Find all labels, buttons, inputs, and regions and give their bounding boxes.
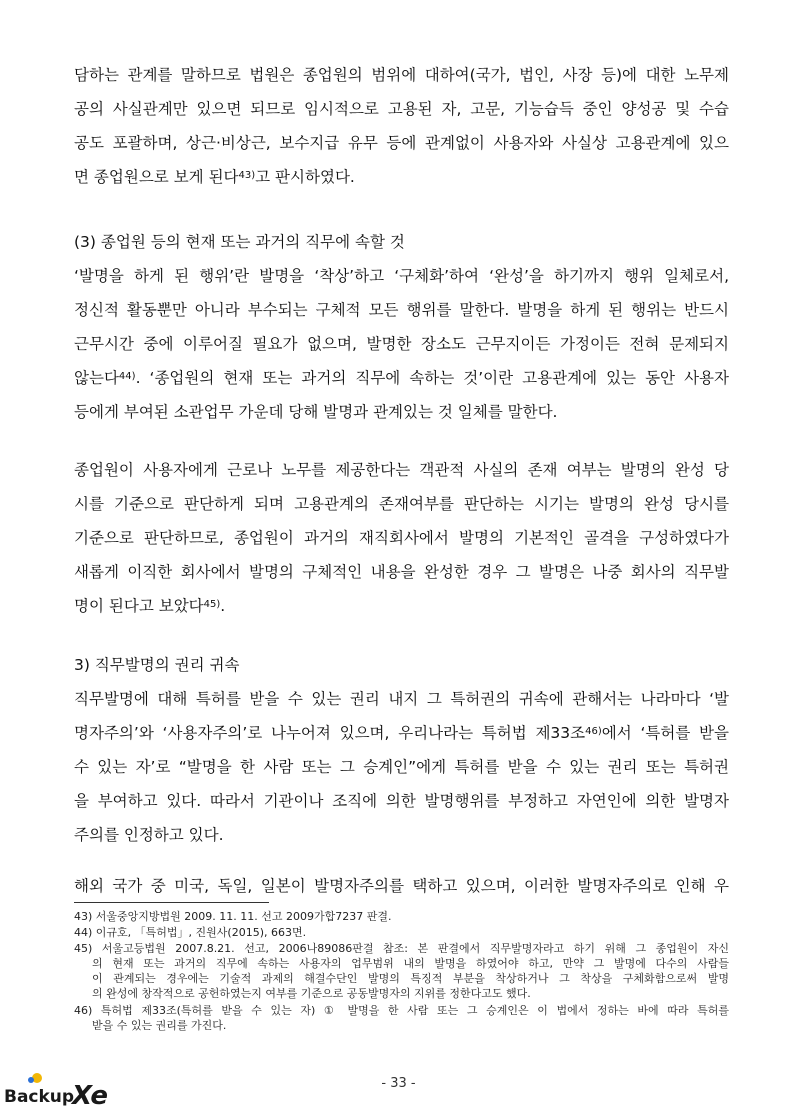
- body-text: 명자주의’와 ‘사용자주의’로 나누어져 있으며, 우리나라는 특허법 제33조: [74, 724, 586, 742]
- body-line: 기준으로 판단하므로, 종업원이 과거의 재직회사에서 발명의 기본적인 골격을 구성하였다가: [74, 529, 729, 547]
- body-line: 공의 사실관계만 있으면 되므로 임시적으로 고용된 자, 고문, 기능습득 중인 양성공 및 수습: [74, 100, 729, 118]
- body-text: 에서 ‘특허를 받을: [601, 724, 730, 742]
- footnote-45: 45) 서울고등법원 2007.8.21. 선고, 2006나89086판결 참조: 본 판결에서 직무발명자라고 하기 위해 그 종업원이 자신: [74, 942, 729, 955]
- footnote-ref: 44): [118, 371, 136, 382]
- body-line: 등에게 부여된 소관업무 가운데 당해 발명과 관계있는 것 일체를 말한다.: [74, 403, 558, 421]
- watermark-text-left: Backup: [4, 1087, 75, 1107]
- watermark-text-right: Xe: [72, 1081, 109, 1110]
- footnote-43: 43) 서울중앙지방법원 2009. 11. 11. 선고 2009가합7237 판결.: [74, 910, 392, 923]
- body-line: [74, 167, 729, 187]
- footnote-ref: 46): [585, 726, 602, 737]
- body-line: 종업원이 사용자에게 근로나 노무를 제공한다는 객관적 사실의 존재 여부는 발명의 완성 당: [74, 461, 729, 479]
- body-line: 정신적 활동뿐만 아니라 부수되는 구체적 모든 행위를 말한다. 발명을 하게 된 행위는 반드시: [74, 301, 729, 319]
- body-text: 않는다: [74, 369, 119, 387]
- body-text: 명이 된다고 보았다: [74, 597, 204, 615]
- footnote-45-cont: 이 관계되는 경우에는 기술적 과제의 해결수단인 발명의 특징적 부분을 착상하거나 그 착상을 구체화함으로써 발명: [92, 972, 729, 985]
- body-line: 해외 국가 중 미국, 독일, 일본이 발명자주의를 택하고 있으며, 이러한 발명자주의로 인해 우: [74, 877, 729, 895]
- body-line: 수 있는 자’로 “발명을 한 사람 또는 그 승계인”에게 특허를 받을 수 있는 권리 또는 특허권: [74, 758, 729, 776]
- body-text: .: [220, 597, 226, 615]
- body-line: 주의를 인정하고 있다.: [74, 826, 224, 844]
- body-line: [74, 723, 729, 743]
- page-number: - 33 -: [381, 1076, 416, 1091]
- body-text: 면 종업원으로 보게 된다: [74, 168, 239, 186]
- section-heading: (3) 종업원 등의 현재 또는 과거의 직무에 속할 것: [74, 233, 405, 251]
- body-line: 근무시간 중에 이루어질 필요가 없으며, 발명한 장소도 근무지이든 가정이든 전혀 문제되지: [74, 335, 729, 353]
- section-heading: 3) 직무발명의 권리 귀속: [74, 656, 240, 674]
- footnote-44: 44) 이규호, 「특허법」, 진원사(2015), 663면.: [74, 926, 307, 939]
- body-line: 을 부여하고 있다. 따라서 기관이나 조직에 의한 발명행위를 부정하고 자연인에 의한 발명자: [74, 792, 729, 810]
- body-line: [74, 596, 729, 616]
- watermark-logo-icon: [4, 1066, 124, 1110]
- footnote-45-cont: 의 현재 또는 과거의 직무에 속하는 사용자의 업무범위 내의 발명을 하였어야 하고, 만약 그 발명에 다수의 사람들: [92, 957, 729, 970]
- footnote-45-cont: 의 완성에 창작적으로 공헌하였는지 여부를 기준으로 공동발명자의 지위를 정한다고도 했다.: [92, 987, 531, 1000]
- body-line: 새롭게 이직한 회사에서 발명의 구체적인 내용을 완성한 경우 그 발명은 나중 회사의 직무발: [74, 563, 729, 581]
- watermark-logo: [4, 1066, 124, 1110]
- body-line: 공도 포괄하며, 상근·비상근, 보수지급 유무 등에 관계없이 사용자와 사실상 고용관계에 있으: [74, 134, 729, 152]
- footnote-46-cont: 받을 수 있는 권리를 가진다.: [92, 1019, 227, 1032]
- footnote-divider: [74, 902, 269, 903]
- body-text: 고 판시하였다.: [255, 168, 355, 186]
- body-line: 담하는 관계를 말하므로 법원은 종업원의 범위에 대하여(국가, 법인, 사장 등)에 대한 노무제: [74, 66, 729, 84]
- body-line: 직무발명에 대해 특허를 받을 수 있는 권리 내지 그 특허권의 귀속에 관해서는 나라마다 ‘발: [74, 690, 729, 708]
- body-text: . ‘종업원의 현재 또는 과거의 직무에 속하는 것’이란 고용관계에 있는 동안 사용자: [135, 369, 729, 387]
- footnote-46: 46) 특허법 제33조(특허를 받을 수 있는 자) ① 발명을 한 사람 또는 그 승계인은 이 법에서 정하는 바에 따라 특허를: [74, 1004, 729, 1017]
- footnote-ref: 43): [238, 170, 256, 181]
- body-line: [74, 368, 729, 388]
- body-line: ‘발명을 하게 된 행위’란 발명을 ‘착상’하고 ‘구체화’하여 ‘완성’을 하기까지 행위 일체로서,: [74, 267, 729, 285]
- body-line: 시를 기준으로 판단하게 되며 고용관계의 존재여부를 판단하는 시기는 발명의 완성 당시를: [74, 495, 729, 513]
- footnote-ref: 45): [203, 599, 221, 610]
